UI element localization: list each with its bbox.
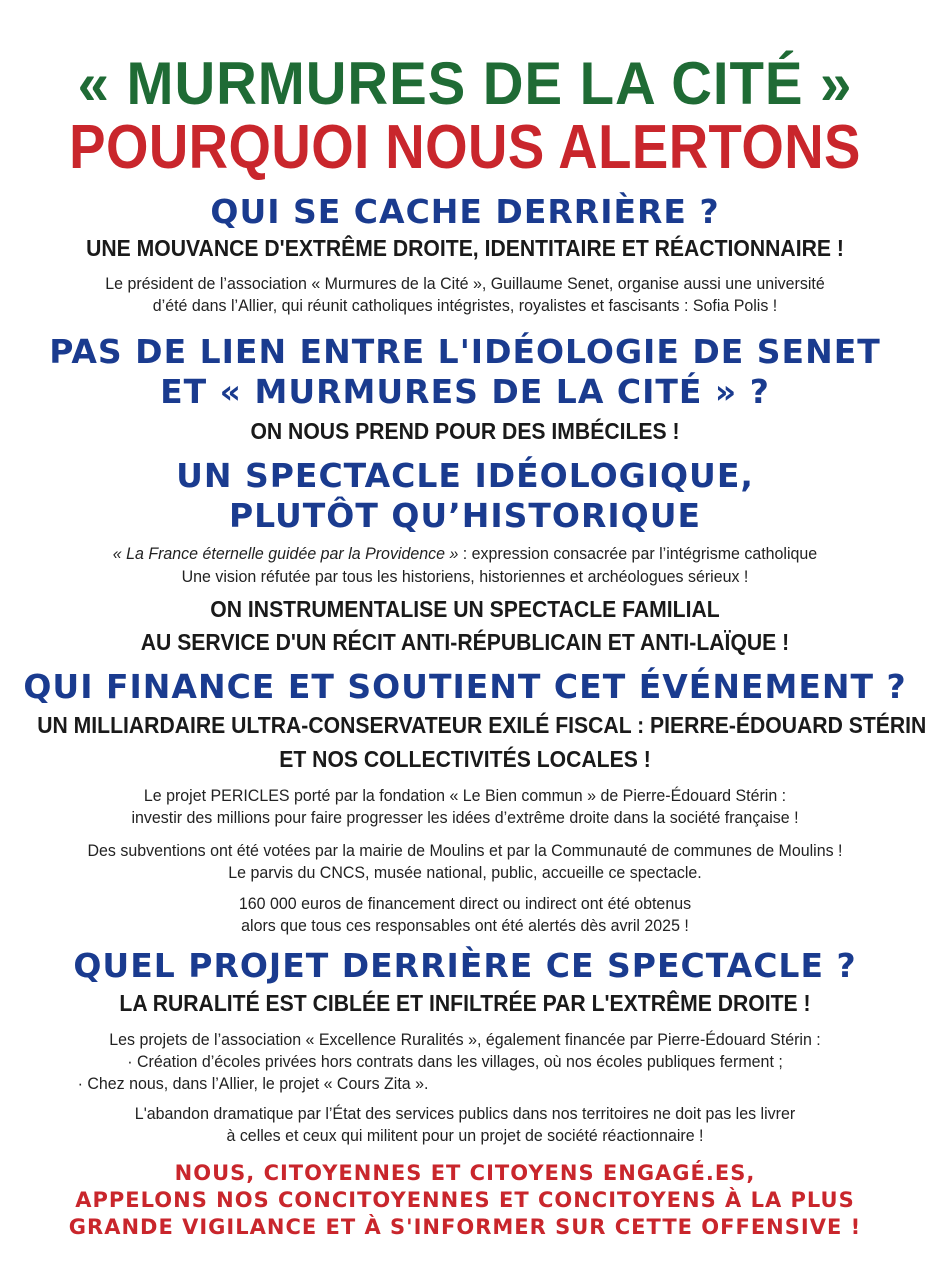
section4-p2-line-2: Le parvis du CNCS, musée national, public, accueille ce spectacle.: [228, 863, 702, 882]
closing-line-3: GRANDE VIGILANCE ET À S'INFORMER SUR CETTE OFFENSIVE !: [68, 1215, 862, 1239]
section2-heading-line-2: ET « MURMURES DE LA CITÉ » ?: [160, 372, 770, 411]
section4-p3-line-1: 160 000 euros de financement direct ou indirect ont été obtenus: [238, 894, 692, 913]
section4-p1-line-2: investir des millions pour faire progresser les idées d’extrême droite dans la société française !: [131, 808, 799, 827]
section4-subheading-line-2: ET NOS COLLECTIVITÉS LOCALES !: [279, 746, 651, 772]
section5-p2-line-1: L'abandon dramatique par l’État des services publics dans nos territoires ne doit pas les livrer: [134, 1104, 796, 1123]
section5-p1-line-2: · Création d’écoles privées hors contrats dans les villages, où nos écoles publiques ferment ;: [127, 1052, 783, 1071]
section3-body-line-2: Une vision réfutée par tous les historiens, historiennes et archéologues sérieux !: [181, 567, 749, 586]
title-line-2: POURQUOI NOUS ALERTONS: [69, 113, 861, 182]
section3-body-line-1-rest: : expression consacrée par l’intégrisme catholique: [458, 544, 818, 563]
section5-p2-line-2: à celles et ceux qui militent pour un projet de société réactionnaire !: [226, 1126, 704, 1145]
section4-heading: QUI FINANCE ET SOUTIENT CET ÉVÉNEMENT ?: [23, 667, 907, 706]
section1-heading: QUI SE CACHE DERRIÈRE ?: [210, 192, 720, 231]
section1-subheading: UNE MOUVANCE D'EXTRÊME DROITE, IDENTITAIRE ET RÉACTIONNAIRE !: [86, 235, 844, 261]
section2-heading-line-1: PAS DE LIEN ENTRE L'IDÉOLOGIE DE SENET: [49, 332, 881, 371]
section3-subheading-line-2: AU SERVICE D'UN RÉCIT ANTI-RÉPUBLICAIN ET ANTI-LAÏQUE !: [140, 629, 790, 655]
section3-heading-line-1: UN SPECTACLE IDÉOLOGIQUE,: [176, 456, 754, 495]
section1-body-line-2: d’été dans l’Allier, qui réunit catholiques intégristes, royalistes et fascisants : Sofia Polis !: [152, 296, 778, 315]
section5-subheading: LA RURALITÉ EST CIBLÉE ET INFILTRÉE PAR L'EXTRÊME DROITE !: [119, 990, 811, 1016]
closing-line-1: NOUS, CITOYENNES ET CITOYENS ENGAGÉ.ES,: [174, 1161, 756, 1185]
section4-subheading-line-1: UN MILLIARDAIRE ULTRA-CONSERVATEUR EXILÉ FISCAL : PIERRE-ÉDOUARD STÉRIN: [37, 712, 927, 738]
section5-p1-line-1: Les projets de l’association « Excellence Ruralités », également financée par Pierre-Édouard Stérin :: [109, 1030, 821, 1049]
section4-p1-line-1: Le projet PERICLES porté par la fondation « Le Bien commun » de Pierre-Édouard Stérin :: [143, 786, 787, 805]
section3-subheading-line-1: ON INSTRUMENTALISE UN SPECTACLE FAMILIAL: [210, 596, 720, 622]
section2-subheading: ON NOUS PREND POUR DES IMBÉCILES !: [250, 418, 680, 444]
closing-line-2: APPELONS NOS CONCITOYENNES ET CONCITOYENS À LA PLUS: [75, 1188, 855, 1212]
title-line-1: « MURMURES DE LA CITÉ »: [77, 50, 853, 117]
section5-p1-line-3: · Chez nous, dans l’Allier, le projet « Cours Zita ».: [77, 1074, 429, 1093]
section4-p2-line-1: Des subventions ont été votées par la mairie de Moulins et par la Communauté de communes de Moulins !: [87, 841, 843, 860]
section3-body-line-1: [28, 543, 902, 565]
section5-heading: QUEL PROJET DERRIÈRE CE SPECTACLE ?: [73, 946, 857, 985]
section4-p3-line-2: alors que tous ces responsables ont été alertés dès avril 2025 !: [241, 916, 689, 935]
section1-body-line-1: Le président de l’association « Murmures de la Cité », Guillaume Senet, organise aussi une université: [105, 274, 825, 293]
section3-quote: « La France éternelle guidée par la Providence »: [112, 544, 459, 563]
section3-heading-line-2: PLUTÔT QU’HISTORIQUE: [228, 496, 702, 535]
